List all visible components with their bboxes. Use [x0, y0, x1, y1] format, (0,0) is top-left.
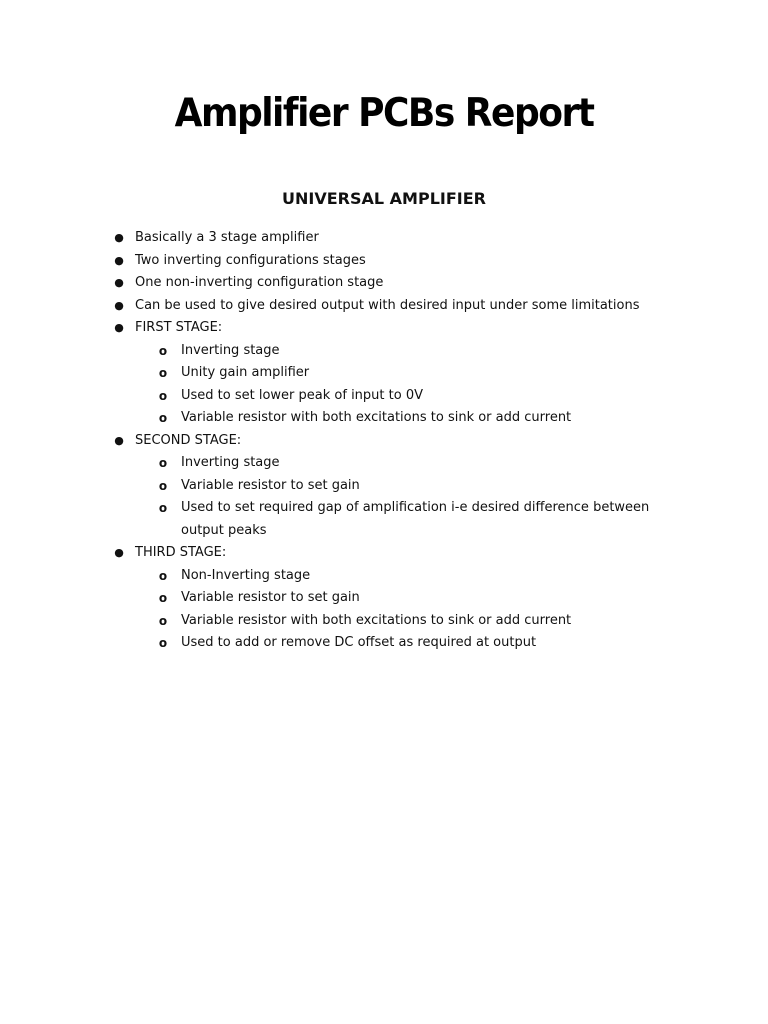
- dot-bullet-icon: ●: [114, 433, 124, 447]
- circle-bullet-icon: o: [158, 636, 168, 650]
- circle-bullet-icon: o: [158, 343, 168, 358]
- list-item: [0, 250, 768, 273]
- sub-list-item: [0, 587, 768, 610]
- sub-list-item: [0, 452, 768, 475]
- list-item: [0, 542, 768, 565]
- list-item-text: Unity gain amplifier: [181, 365, 310, 380]
- sub-list-item: [0, 362, 768, 385]
- list-item-text: Two inverting configurations stages: [135, 252, 366, 268]
- circle-bullet-icon: o: [158, 411, 168, 425]
- circle-bullet-icon: o: [158, 591, 168, 605]
- circle-bullet-icon: o: [158, 456, 168, 470]
- dot-bullet-icon: ●: [114, 231, 124, 244]
- list-item: [0, 272, 768, 295]
- list-item: [0, 227, 768, 250]
- dot-bullet-icon: ●: [114, 276, 124, 289]
- circle-bullet-icon: o: [158, 388, 168, 403]
- sub-list-item: [0, 497, 768, 542]
- list-item-text: Variable resistor with both excitations to sink or add current: [181, 410, 572, 425]
- dot-bullet-icon: ●: [114, 253, 124, 267]
- list-item-text: Used to set lower peak of input to 0V: [181, 387, 423, 403]
- list-item: [0, 317, 768, 340]
- dot-bullet-icon: ●: [114, 321, 124, 334]
- sub-list-item: [0, 632, 768, 655]
- document-title: Amplifier PCBs Report: [174, 90, 594, 136]
- list-item-text: Non-Inverting stage: [181, 567, 311, 583]
- sub-list-item: [0, 610, 768, 633]
- list-item-text: SECOND STAGE:: [135, 432, 242, 448]
- list-item-text: Used to set required gap of amplification i-e desired difference between output peaks: [181, 500, 650, 538]
- sub-list-item: [0, 475, 768, 498]
- dot-bullet-icon: ●: [114, 546, 124, 559]
- list-item-text: Variable resistor to set gain: [181, 590, 360, 605]
- circle-bullet-icon: o: [158, 568, 168, 583]
- list-item-text: Basically a 3 stage amplifier: [135, 230, 319, 245]
- list-item-text: FIRST STAGE:: [135, 320, 223, 335]
- sub-list-item: [0, 407, 768, 430]
- list-item: [0, 430, 768, 453]
- circle-bullet-icon: o: [158, 613, 168, 628]
- list-item: [0, 295, 768, 318]
- sub-list-item: [0, 385, 768, 408]
- list-item-text: Variable resistor with both excitations to sink or add current: [181, 612, 572, 628]
- sub-list-item: [0, 565, 768, 588]
- list-item-text: Can be used to give desired output with desired input under some limitations: [135, 297, 640, 313]
- list-item-text: One non-inverting configuration stage: [135, 275, 384, 290]
- list-item-text: Inverting stage: [181, 455, 280, 470]
- sub-list-item: [0, 340, 768, 363]
- list-item-text: Inverting stage: [181, 342, 280, 358]
- bullet-list: [0, 227, 768, 655]
- list-item-text: Used to add or remove DC offset as required at output: [181, 635, 537, 650]
- circle-bullet-icon: o: [158, 501, 168, 515]
- dot-bullet-icon: ●: [114, 298, 124, 312]
- circle-bullet-icon: o: [158, 366, 168, 380]
- circle-bullet-icon: o: [158, 478, 168, 493]
- list-item-text: Variable resistor to set gain: [181, 477, 360, 493]
- list-item-text: THIRD STAGE:: [135, 545, 227, 560]
- section-heading: UNIVERSAL AMPLIFIER: [282, 189, 486, 208]
